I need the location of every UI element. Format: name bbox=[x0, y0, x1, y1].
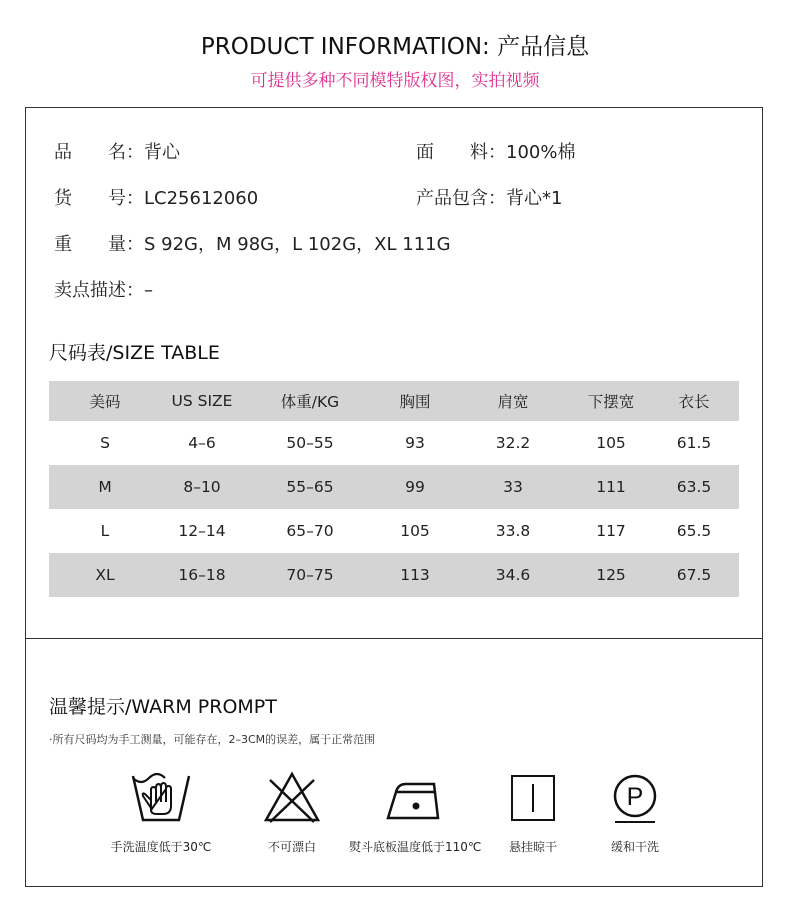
size-table-header-cell: 下摆宽 bbox=[587, 393, 635, 411]
table-cell: XL bbox=[95, 566, 115, 584]
table-cell: 50–55 bbox=[286, 434, 334, 452]
no-bleach-icon bbox=[260, 770, 324, 826]
table-cell: 8–10 bbox=[183, 478, 221, 496]
table-row bbox=[49, 421, 739, 465]
table-cell: 111 bbox=[596, 478, 626, 496]
care-item-no-bleach bbox=[227, 770, 357, 855]
header-subtitle: 可提供多种不同模特版权图，实拍视频 bbox=[250, 71, 540, 91]
table-cell: 16–18 bbox=[178, 566, 226, 584]
table-cell: 65–70 bbox=[286, 522, 334, 540]
size-table-title: 尺码表/SIZE TABLE bbox=[49, 342, 220, 364]
table-cell: M bbox=[98, 478, 112, 496]
size-table-header-row bbox=[49, 381, 739, 421]
care-label: 缓和干洗 bbox=[610, 840, 659, 854]
hang-dry-icon bbox=[501, 770, 565, 826]
table-cell: 32.2 bbox=[495, 434, 531, 452]
table-cell: 34.6 bbox=[495, 566, 531, 584]
table-cell: 61.5 bbox=[676, 434, 712, 452]
hand-wash-icon bbox=[129, 770, 193, 826]
info-sku-value: LC25612060 bbox=[144, 188, 259, 209]
warm-prompt-title: 温馨提示/WARM PROMPT bbox=[49, 696, 277, 718]
table-cell: 4–6 bbox=[188, 434, 216, 452]
table-cell: 33 bbox=[503, 478, 523, 496]
table-cell: 113 bbox=[400, 566, 430, 584]
table-cell: 55–65 bbox=[286, 478, 334, 496]
care-item-hand-wash bbox=[96, 770, 226, 855]
table-cell: 105 bbox=[400, 522, 430, 540]
care-item-dry-clean bbox=[570, 770, 700, 855]
info-weight-label: 重 量： bbox=[54, 234, 144, 255]
size-table-header-cell: 衣长 bbox=[678, 393, 710, 411]
table-cell: 12–14 bbox=[178, 522, 226, 540]
info-material-label: 面 料： bbox=[416, 142, 506, 163]
table-cell: 93 bbox=[405, 434, 425, 452]
table-cell: 105 bbox=[596, 434, 626, 452]
info-includes-value: 背心*1 bbox=[506, 188, 563, 209]
info-name-row bbox=[54, 138, 180, 164]
table-row bbox=[49, 553, 739, 597]
size-table-header-cell: US SIZE bbox=[171, 392, 233, 410]
table-cell: 63.5 bbox=[676, 478, 712, 496]
info-sku-label: 货 号： bbox=[54, 188, 144, 209]
info-weight-value: S 92G，M 98G，L 102G，XL 111G bbox=[144, 234, 451, 255]
section-divider bbox=[25, 638, 763, 639]
size-table-header-cell: 肩宽 bbox=[497, 393, 529, 411]
table-cell: 65.5 bbox=[676, 522, 712, 540]
svg-text:P: P bbox=[626, 783, 644, 811]
info-includes-row bbox=[416, 184, 562, 210]
table-cell: 117 bbox=[596, 522, 626, 540]
header-title: PRODUCT INFORMATION: 产品信息 bbox=[200, 34, 590, 60]
care-label: 手洗温度低于30℃ bbox=[110, 840, 212, 854]
size-table-header-cell: 体重/KG bbox=[280, 393, 340, 411]
info-includes-label: 产品包含： bbox=[416, 188, 506, 209]
info-sku-row bbox=[54, 184, 258, 210]
table-cell: 125 bbox=[596, 566, 626, 584]
table-row bbox=[49, 465, 739, 509]
table-cell: 67.5 bbox=[676, 566, 712, 584]
iron-icon bbox=[382, 770, 446, 826]
size-table-header-cell: 胸围 bbox=[399, 393, 431, 411]
dry-clean-icon bbox=[603, 770, 667, 826]
table-row bbox=[49, 509, 739, 553]
info-weight-row bbox=[54, 230, 451, 256]
size-table bbox=[49, 381, 739, 597]
table-cell: 70–75 bbox=[286, 566, 334, 584]
care-label: 熨斗底板温度低于110℃ bbox=[349, 840, 482, 854]
info-selling-row bbox=[54, 276, 153, 302]
info-name-label: 品 名： bbox=[54, 142, 144, 163]
size-table-header-cell: 美码 bbox=[89, 393, 121, 411]
warm-prompt-note: ·所有尺码均为手工测量，可能存在，2–3CM的误差，属于正常范围 bbox=[49, 733, 376, 746]
care-item-iron bbox=[349, 770, 482, 855]
table-cell: S bbox=[100, 434, 110, 452]
table-cell: 33.8 bbox=[495, 522, 531, 540]
table-cell: L bbox=[100, 522, 110, 540]
info-name-value: 背心 bbox=[144, 142, 180, 163]
info-selling-value: – bbox=[144, 280, 153, 301]
info-selling-label: 卖点描述： bbox=[54, 280, 144, 301]
care-label: 悬挂晾干 bbox=[508, 840, 557, 854]
info-material-value: 100%棉 bbox=[506, 142, 576, 163]
care-label: 不可漂白 bbox=[267, 840, 316, 854]
info-material-row bbox=[416, 138, 575, 164]
table-cell: 99 bbox=[405, 478, 425, 496]
